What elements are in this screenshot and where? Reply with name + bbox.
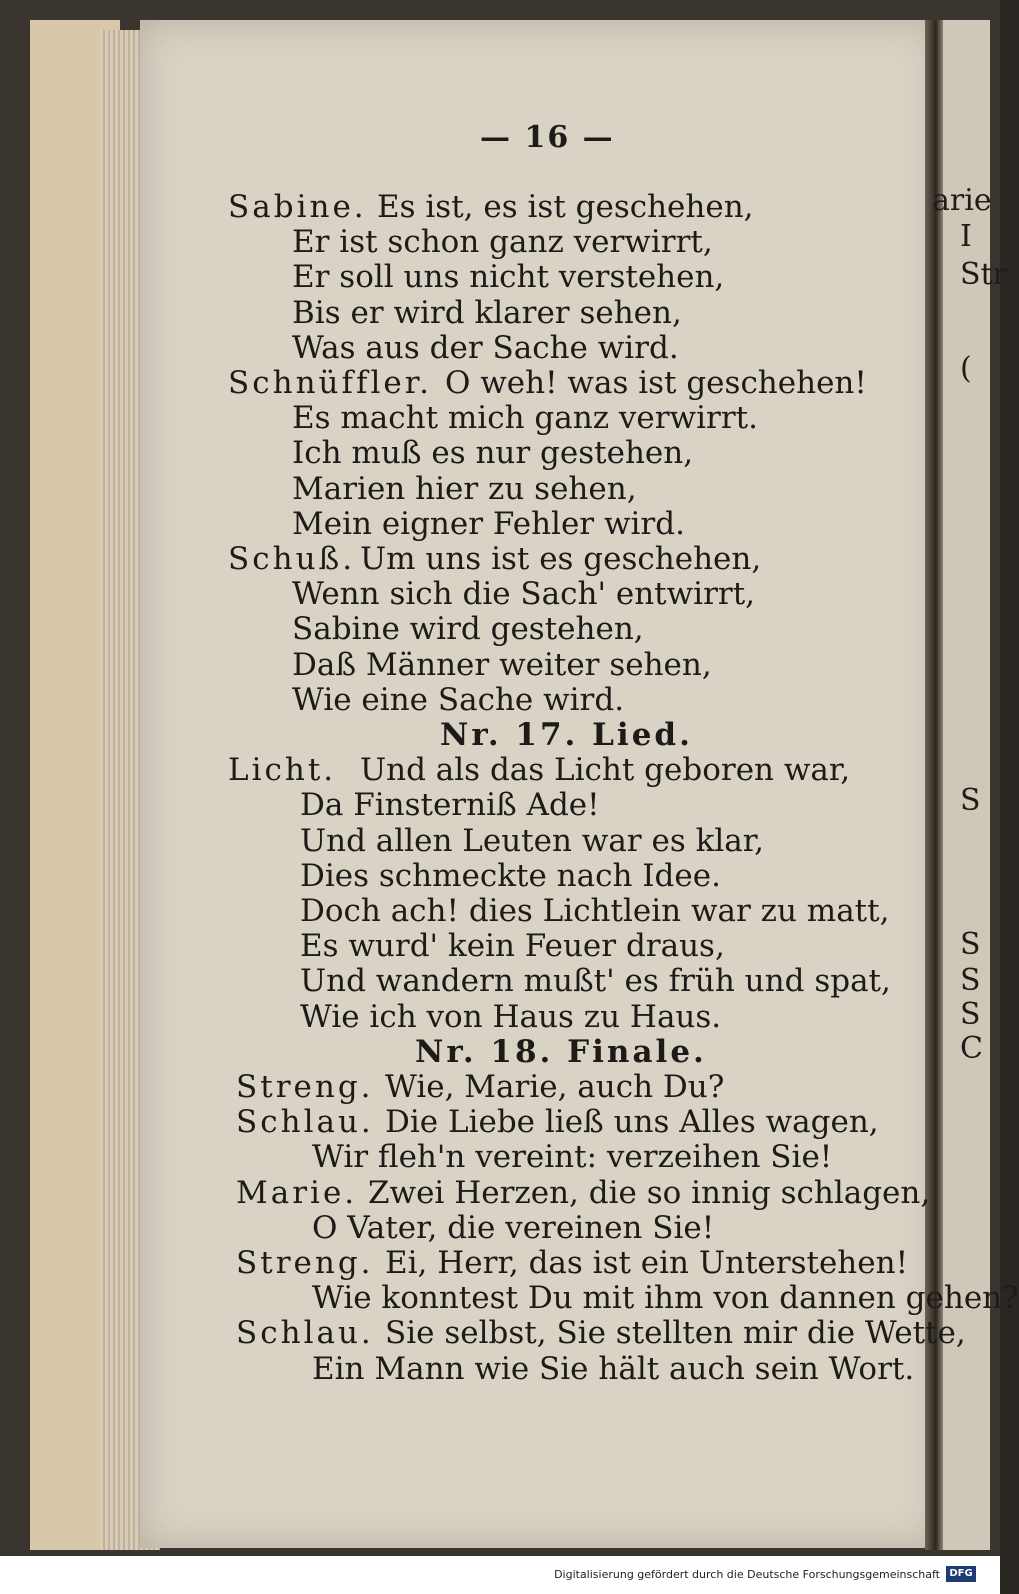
speaker-name: Marie. xyxy=(236,1174,358,1211)
verse-line: Die Liebe ließ uns Alles wagen, xyxy=(385,1104,879,1141)
facing-page-fragment: Str xyxy=(960,257,1007,292)
verse-line: Es wurd' kein Feuer draus, xyxy=(300,928,725,965)
verse-line: Und wandern mußt' es früh und spat, xyxy=(300,963,891,1000)
verse-line: Was aus der Sache wird. xyxy=(292,329,679,366)
facing-page-fragment: I xyxy=(960,219,972,254)
footer-bar xyxy=(0,1556,1000,1594)
speaker-name: Streng. xyxy=(236,1069,374,1105)
verse-line: Wir fleh'n vereint: verzeihen Sie! xyxy=(312,1139,833,1176)
speaker-name: Sabine. xyxy=(228,189,367,225)
verse-line: Ei, Herr, das ist ein Unterstehen! xyxy=(385,1245,909,1281)
verse-line: Wenn sich die Sach' entwirrt, xyxy=(292,576,756,613)
verse-line: Zwei Herzen, die so innig schlagen, xyxy=(368,1174,931,1211)
verse-line: Wie konntest Du mit ihm von dannen gehen? xyxy=(312,1280,1019,1317)
facing-page-fragment: S xyxy=(960,997,981,1032)
verse-line: Ein Mann wie Sie hält auch sein Wort. xyxy=(312,1350,915,1387)
verse-line: Sie selbst, Sie stellten mir die Wette, xyxy=(385,1315,966,1352)
verse-line: Er ist schon ganz verwirrt, xyxy=(292,224,713,261)
verse-line: Wie ich von Haus zu Haus. xyxy=(300,998,722,1035)
verse-line: Doch ach! dies Lichtlein war zu matt, xyxy=(300,893,890,929)
speaker-name: Licht. xyxy=(228,752,337,789)
speaker-name: Schlau. xyxy=(236,1315,374,1352)
verse-line: O Vater, die vereinen Sie! xyxy=(312,1209,715,1246)
verse-line: Ich muß es nur gestehen, xyxy=(292,435,694,472)
facing-page-fragment: S xyxy=(960,927,981,962)
speaker-name: Schuß. xyxy=(228,541,356,577)
verse-line: Sabine wird gestehen, xyxy=(292,611,644,648)
speaker-name: Schlau. xyxy=(236,1104,374,1141)
verse-line: Und allen Leuten war es klar, xyxy=(300,822,765,859)
verse-line: Mein eigner Fehler wird. xyxy=(292,505,685,542)
dfg-logo: DFG xyxy=(946,1566,976,1582)
verse-line: Es macht mich ganz verwirrt. xyxy=(292,400,758,437)
speaker-name: Schnüffler. xyxy=(228,365,432,401)
verse-line: Da Finsterniß Ade! xyxy=(300,787,600,824)
facing-page-fragment: C xyxy=(960,1031,983,1066)
verse-line: Und als das Licht geboren war, xyxy=(360,752,851,789)
song-heading: Nr. 18. Finale. xyxy=(415,1033,707,1070)
footer-credit: Digitalisierung gefördert durch die Deutsche Forschungsgemeinschaft xyxy=(554,1568,940,1581)
verse-line: Dies schmeckte nach Idee. xyxy=(300,857,721,894)
verse-line: Bis er wird klarer sehen, xyxy=(292,294,682,331)
verse-line: O weh! was ist geschehen! xyxy=(445,365,867,401)
verse-line: Wie, Marie, auch Du? xyxy=(385,1069,725,1105)
verse-line: Wie eine Sache wird. xyxy=(292,681,625,718)
verse-line: Er soll uns nicht verstehen, xyxy=(292,259,725,296)
facing-page-fragment: S xyxy=(960,963,981,998)
song-heading: Nr. 17. Lied. xyxy=(440,717,693,753)
facing-page-fragment: ( xyxy=(960,351,972,386)
verse-line: Daß Männer weiter sehen, xyxy=(292,646,712,683)
verse-line: Es ist, es ist geschehen, xyxy=(377,189,754,225)
page-number: — 16 — xyxy=(480,120,615,155)
speaker-name: Streng. xyxy=(236,1245,374,1281)
facing-page-fragment: S xyxy=(960,783,981,818)
facing-page-fragment: arie xyxy=(932,183,992,218)
verse-line: Um uns ist es geschehen, xyxy=(360,541,762,577)
verse-line: Marien hier zu sehen, xyxy=(292,470,637,507)
